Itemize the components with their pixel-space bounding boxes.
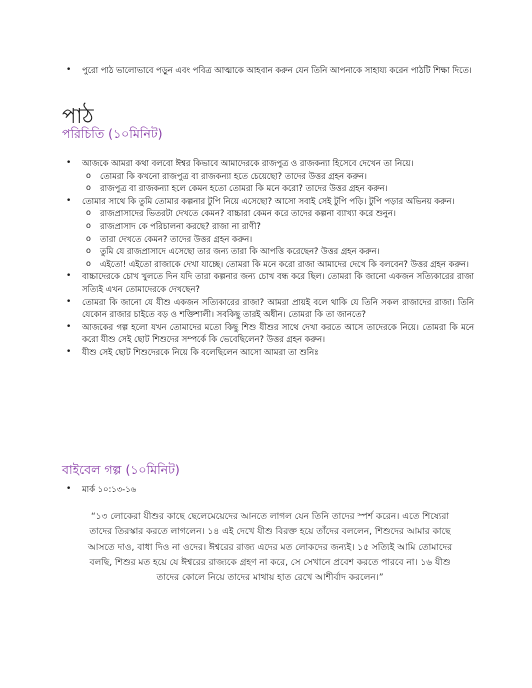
list-subitem: o এইতো! এইতো রাজাকে দেখা যাচ্ছে। তোমরা কি মনে করো রাজা আমাদের দেখে কি বলবেন? উত্তর গ্রহন করুন। <box>86 258 469 269</box>
scripture-quote: “১৩ লোকেরা যীশুর কাছে ছেলেমেয়েদের আনতে লাগল যেন তিনি তাদের স্পর্শ করেন। এতে শিষ্যেরা তাদের তিরস্কার করতে লাগলেন। ১৪ এই দেখে যীশু বিরক্ত হয়ে তাঁদের বললেন, শিশুদের আমার কাছে আসতে দাও, বাধা দিও না ওদের। ঈশ্বরের রাজ্য এদের মত লোকদের জন্যই। ১৫ সত্যিই আমি তোমাদের বলছি, শিশুর মত হয়ে যে ঈশ্বরের রাজ্যকে গ্রহণ না করে, সে সেখানে প্রবেশ করতে পারবে না। ১৬ যীশু তাদের কোলে নিয়ে তাদের মাথায় হাত রেখে আশীর্বাদ করলেন।” <box>87 512 453 584</box>
list-item: • আজকে আমরা কথা বলবো ঈশ্বর কিভাবে আমাদেরকে রাজপুত্র ও রাজকন্যা হিসেবে দেখেন তা নিয়ে। <box>66 158 414 168</box>
list-subitem: o রাজপুত্র বা রাজকন্যা হলে কেমন হতো তোমরা কি মনে করো? তাদের উত্তর গ্রহন করুন। <box>86 183 388 194</box>
intro-heading: পরিচিতি (১০মিনিট) <box>62 126 163 141</box>
list-subitem: o রাজপ্রাসাদের ভিতরটা দেখতে কেমন? বাচ্চারা কেমন করে তাদের কল্পনা ব্যাখ্যা করে শুনুন। <box>86 208 396 219</box>
list-subitem: o তুমি যে রাজপ্রাসাদে এসেছো তার জন্য তারা কি আপত্তি করেছেন? উত্তর গ্রহন করুন। <box>86 246 380 257</box>
list-item: • তোমার সাথে কি তুমি তোমার কল্পনার টুপি নিয়ে এসেছো? আসো সবাই সেই টুপি পড়ি। টুপি পড়ার অভিনয় করুন। <box>66 195 455 206</box>
list-item: • যীশু সেই ছোট শিশুদেরকে নিয়ে কি বলেছিলেন আসো আমরা তা শুনিঃ <box>66 346 319 357</box>
list-subitem: o তোমরা কি কখনো রাজপুত্র বা রাজকন্যা হতে চেয়েছো? তাদের উত্তর গ্রহন করুন। <box>86 170 367 181</box>
bible-heading: বাইবেল গল্প (১০মিনিট) <box>62 462 180 477</box>
list-item: • মার্ক ১০:১৩-১৬ <box>66 484 137 494</box>
intro-bullets <box>62 157 474 359</box>
intro-list <box>62 64 472 77</box>
list-subitem: o রাজপ্রাসাদ কে পরিচালনা করছে? রাজা না রাণী? <box>86 220 261 231</box>
list-item: • পুরো পাঠ ভালোভাবে পড়ুন এবং পবিত্র আত্মাকে আহবান করুন যেন তিনি আপনাকে সাহায্য করেন পাঠটি শিক্ষা দিতে। <box>66 65 472 75</box>
bible-ref-list <box>62 483 362 496</box>
lesson-heading: পাঠ <box>62 104 94 128</box>
list-item: • আজকের গল্প হলো যখন তোমাদের মতো কিছু শিশু যীশুর সাথে দেখা করতে আসে তাদেরকে নিয়ে। তোমরা কি মনে করো যীশু সেই ছোট শিশুদের সম্পর্কে কি ভেবেছিলেন? উত্তর গ্রহন করুন। <box>66 321 474 345</box>
list-item: • তোমরা কি জানো যে যীশু একজন সত্যিকারের রাজা? আমরা প্রায়ই বলে থাকি যে তিনি সকল রাজাদের রাজা। তিনি যেকোন রাজার চাইতে বড় ও শক্তিশালী। সবকিছু তারই অধীন। তোমরা কি তা জানতে? <box>66 296 474 320</box>
list-item: • বাচ্চাদেরকে চোখ খুলতে দিন যদি তারা কল্পনার জন্য চোখ বন্ধ করে ছিল। তোমরা কি জানো একজন সত্যিকারের রাজা সত্যিই এখন তোমাদেরকে দেখছেন? <box>66 271 474 294</box>
list-subitem: o তারা দেখতে কেমন? তাদের উত্তর গ্রহন করুন। <box>86 233 253 244</box>
